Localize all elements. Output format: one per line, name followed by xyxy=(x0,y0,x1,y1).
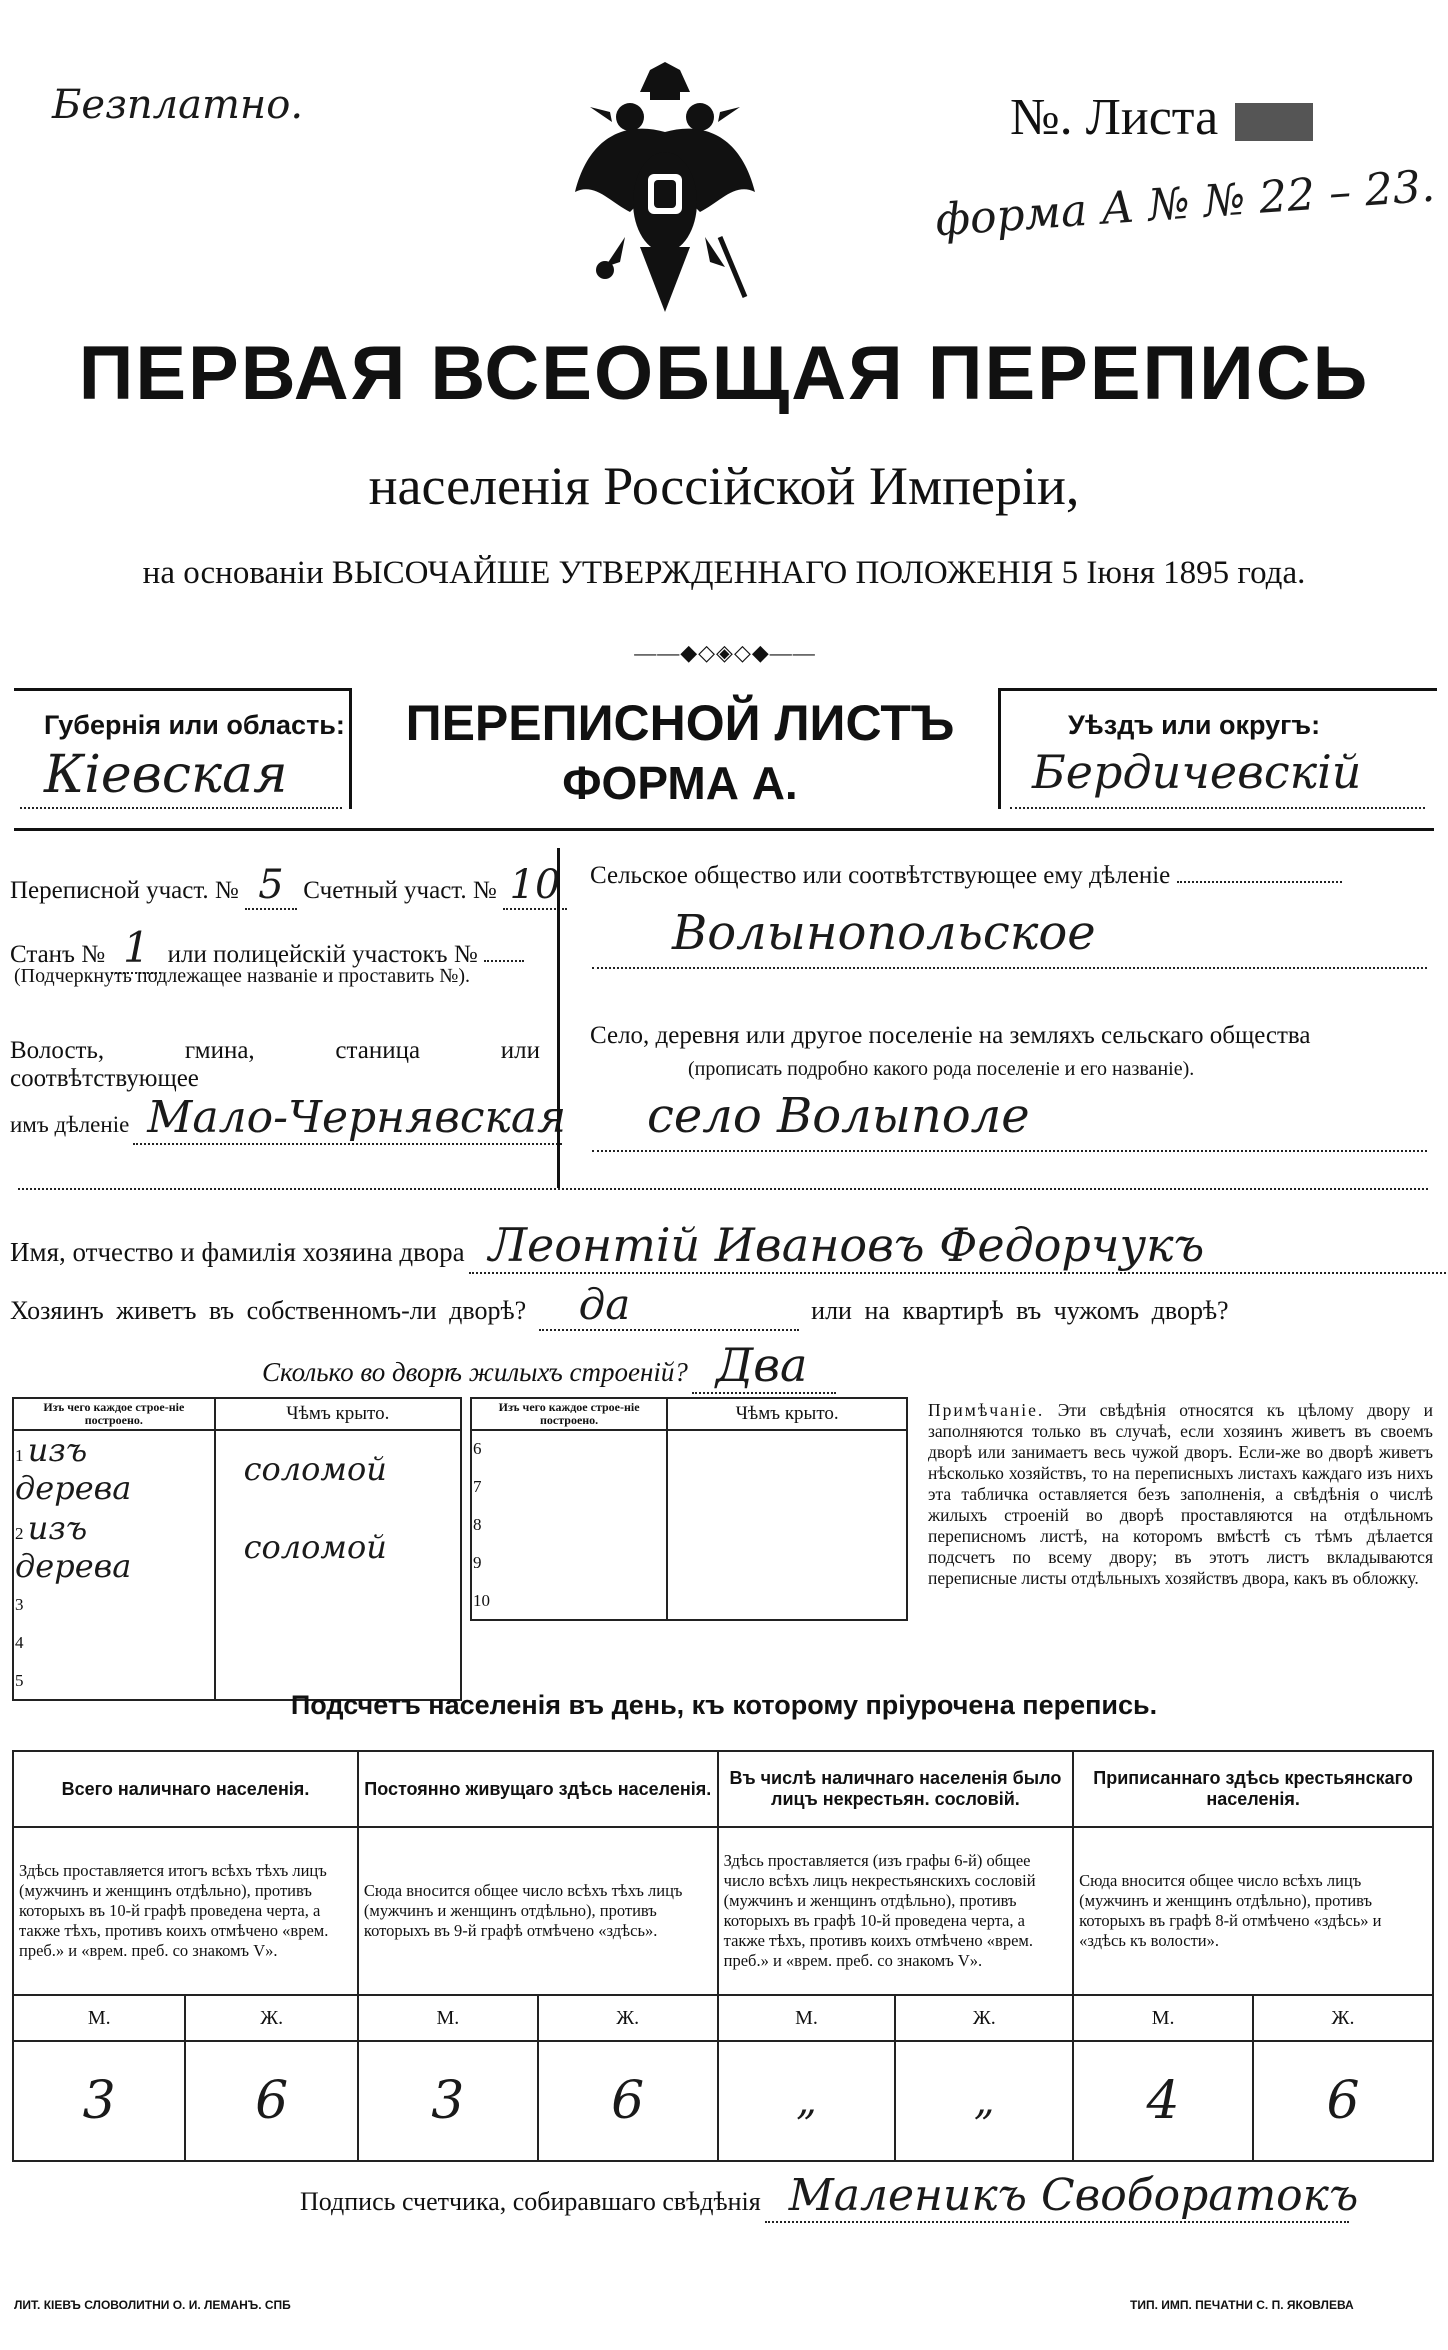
owner-lives-value: да xyxy=(539,1280,799,1331)
free-label: Безплатно. xyxy=(52,82,304,128)
pop-zh-2: 6 xyxy=(538,2041,718,2161)
pop-zh-4: 6 xyxy=(1253,2041,1433,2161)
schet-uchast-value: 10 xyxy=(503,862,567,910)
horizontal-rule xyxy=(14,828,1434,831)
pop-m-2: 3 xyxy=(358,2041,538,2161)
population-table: Всего наличнаго населенія. Постоянно живущаго здѣсь населенія. Въ числѣ наличнаго населенія было лицъ некрестьян. сословій. Приписаннаго здѣсь крестьянскаго населенія. Здѣсь проставляется итогъ всѣхъ тѣхъ лицъ (мужчинъ и женщинъ отдѣльно), противъ которыхъ въ 10-й графѣ проведена черта, а также тѣхъ, противъ коихъ отмѣчено «врем. преб.» и «врем. преб. со знакомъ V». Сюда вносится общее число всѣхъ тѣхъ лицъ (мужчинъ и женщинъ отдѣльно), противъ которыхъ въ 9-й графѣ отмѣчено «здѣсь». Здѣсь проставляется (изъ графы 6-й) общее число всѣхъ лицъ некрестьянскихъ сословій (мужчинъ и женщинъ отдѣльно), противъ которыхъ въ графѣ 10-й проведена черта, а также тѣхъ, противъ коихъ отмѣчено «врем. преб.» и «врем. преб. со знакомъ V». Сюда вносится общее число всѣхъ лицъ (мужчинъ и женщинъ отдѣльно), противъ которыхъ въ графѣ 8-й отмѣчено «здѣсь» и «здѣсь къ волости». М. Ж. М. Ж. М. Ж. М. Ж. 3 6 3 6 „ „ 4 6 xyxy=(12,1750,1434,2162)
form-number-handwritten: форма А № № 22 – 23. xyxy=(933,160,1437,247)
pop-header-4: Приписаннаго здѣсь крестьянскаго населенія. xyxy=(1073,1751,1433,1827)
form-letter: ФОРМА А. xyxy=(562,757,798,809)
buildings-table-right-body: 6 7 8 9 10 xyxy=(470,1430,908,1621)
footer-right: ТИП. ИМП. ПЕЧАТНИ С. П. ЯКОВЛЕВА xyxy=(1130,2298,1354,2312)
pop-desc-4: Сюда вносится общее число всѣхъ лицъ (мужчинъ и женщинъ отдѣльно), противъ которыхъ въ графѣ 8-й отмѣчено «здѣсь» и «здѣсь къ волости». xyxy=(1073,1827,1433,1995)
pop-m-3: „ xyxy=(718,2041,896,2161)
pop-m-4: 4 xyxy=(1073,2041,1253,2161)
pop-desc-2: Сюда вносится общее число всѣхъ тѣхъ лицъ (мужчинъ и женщинъ отдѣльно), противъ которыхъ въ 9-й графѣ отмѣчено «здѣсь». xyxy=(358,1827,718,1995)
roof-value: соломой xyxy=(215,1430,461,1508)
pop-header-3: Въ числѣ наличнаго населенія было лицъ некрестьян. сословій. xyxy=(718,1751,1074,1827)
owner-lives-row: Хозяинъ живетъ въ собственномъ-ли дворѣ? да или на квартирѣ въ чужомъ дворѣ? xyxy=(10,1280,1229,1329)
page-title: ПЕРВАЯ ВСЕОБЩАЯ ПЕРЕПИСЬ xyxy=(78,331,1370,416)
ornament-divider: ——◆◇◈◇◆—— xyxy=(634,640,816,665)
column-divider xyxy=(557,848,560,1188)
volost-label: Волость, гмина, станица или соотвѣтствующее xyxy=(10,1037,540,1092)
blank-line-1 xyxy=(18,1188,1428,1190)
form-title: ПЕРЕПИСНОЙ ЛИСТЪ xyxy=(405,695,955,751)
owner-name-row: Имя, отчество и фамилія хозяина двора Леонтій Ивановъ Федорчукъ xyxy=(10,1218,1430,1274)
selskoe-value: Волынопольское xyxy=(592,905,1427,969)
selo-note: (прописать подробно какого рода поселеніе и его названіе). xyxy=(688,1058,1195,1080)
volost-value: Мало-Чернявская xyxy=(133,1092,562,1145)
pop-header-2: Постоянно живущаго здѣсь населенія. xyxy=(358,1751,718,1827)
note-label: Примѣчаніе. xyxy=(928,1400,1045,1420)
buildings-table-left-body: 1 изъ дерева соломой 2 изъ дерева соломой 3 4 5 xyxy=(12,1430,462,1701)
population-title: Подсчетъ населенія въ день, къ которому пріурочена перепись. xyxy=(290,1690,1158,1720)
roof-value: соломой xyxy=(215,1508,461,1586)
pop-desc-3: Здѣсь проставляется (изъ графы 6-й) общее число всѣхъ лицъ некрестьянскихъ сословій (мужчинъ и женщинъ отдѣльно), противъ которыхъ въ графѣ 10-й проведена черта, а также тѣхъ, противъ коихъ отмѣчено «врем. преб.» и «врем. преб. со знакомъ V». xyxy=(718,1827,1074,1995)
material-value: изъ дерева xyxy=(15,1431,132,1507)
signature-row: Подпись счетчика, собиравшаго свѣдѣнія Маленикъ Своборатокъ xyxy=(300,2170,1359,2221)
note-text: Эти свѣдѣнія относятся къ цѣлому двору и заполняются только въ случаѣ, если хозяинъ живетъ въ своемъ дворѣ или занимаетъ весь чужой дворъ. Если-же во дворѣ живетъ нѣсколько хозяйствъ, то на переписныхъ листахъ каждаго изъ нихъ эта табличка оставляется безъ заполненія, а свѣдѣнія о числѣ жилыхъ строеній во дворѣ проставляются на отдѣльномъ переписномъ листѣ, на которомъ вмѣстѣ съ тѣмъ дѣлается подсчетъ по всему двору; въ этотъ листъ вкладываются переписные листы отдѣльныхъ хозяйствъ двора, какъ въ обложку. xyxy=(928,1400,1433,1588)
buildings-table-right: Изъ чего каждое строе-ніе построено. Чѣмъ крыто. xyxy=(470,1397,908,1431)
gubernia-value: Кіевская xyxy=(20,745,342,809)
gubernia-label: Губернія или область: xyxy=(44,710,345,740)
volost-row: имъ дѣленіе Мало-Чернявская xyxy=(10,1092,567,1143)
underline-note: (Подчеркнуть подлежащее названіе и проставить №). xyxy=(14,965,470,987)
double-headed-eagle-emblem xyxy=(570,62,760,317)
footer-left: ЛИТ. КІЕВЪ СЛОВОЛИТНИ О. И. ЛЕМАНЪ. СПБ xyxy=(14,2298,291,2312)
perepis-uchast-value: 5 xyxy=(245,862,297,910)
buildings-value: Два xyxy=(692,1338,836,1394)
col-material-header: Изъ чего каждое строе-ніе построено. xyxy=(13,1398,215,1430)
perepis-uchast-row: Переписной участ. № 5 Счетный участ. № 10 xyxy=(10,862,555,910)
sheet-number-label: №. Листа xyxy=(1010,88,1313,147)
pop-desc-1: Здѣсь проставляется итогъ всѣхъ тѣхъ лицъ (мужчинъ и женщинъ отдѣльно), противъ которыхъ въ 10-й графѣ проведена черта, а также тѣхъ, противъ коихъ отмѣчено «врем. преб.» и «врем. преб. со знакомъ V». xyxy=(13,1827,358,1995)
selskoe-label: Сельское общество или соотвѣтствующее ему дѣленіе xyxy=(590,862,1430,890)
pop-zh-1: 6 xyxy=(185,2041,357,2161)
basis-line: на основаніи ВЫСОЧАЙШЕ УТВЕРЖДЕННАГО ПОЛОЖЕНІЯ 5 Іюня 1895 года. xyxy=(142,555,1306,591)
buildings-table-left xyxy=(12,1397,462,1431)
pop-zh-3: „ xyxy=(895,2041,1073,2161)
selo-label: Село, деревня или другое поселеніе на земляхъ сельскаго общества xyxy=(590,1022,1311,1049)
note-block xyxy=(928,1400,1433,1589)
owner-name-value: Леонтій Ивановъ Федорчукъ xyxy=(469,1218,1448,1274)
pop-header-1: Всего наличнаго населенія. xyxy=(13,1751,358,1827)
buildings-row: Сколько во дворѣ жилыхъ строеній? Два xyxy=(262,1338,836,1394)
signature-value: Маленикъ Своборатокъ xyxy=(765,2170,1349,2223)
col-roof-header: Чѣмъ крыто. xyxy=(215,1398,461,1430)
selo-value: село Волыполе xyxy=(592,1088,1427,1152)
uezd-label: Уѣздъ или округъ: xyxy=(1068,710,1321,740)
material-value: изъ дерева xyxy=(15,1509,132,1585)
stan-row: Станъ № 1 или полицейскій участокъ № xyxy=(10,923,555,974)
uezd-value: Бердичевскій xyxy=(1010,745,1425,809)
stan-value: 1 xyxy=(111,923,161,974)
page-subtitle: населенія Россійской Имперіи, xyxy=(368,456,1080,516)
pop-m-1: 3 xyxy=(13,2041,185,2161)
